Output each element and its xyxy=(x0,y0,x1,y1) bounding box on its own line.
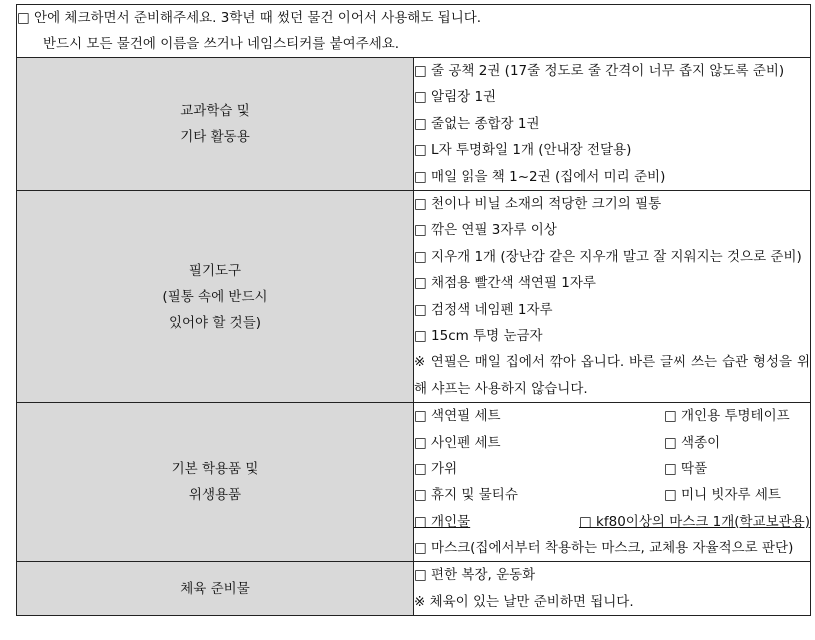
intro-row xyxy=(17,5,811,58)
category-label: 위생용품 xyxy=(188,487,242,504)
section-study xyxy=(17,58,811,191)
intro-line-1: □ 안에 체크하면서 준비해주세요. 3학년 때 썼던 물건 이어서 사용해도 됩니다. xyxy=(17,10,482,26)
category-label: 기타 활동용 xyxy=(180,128,250,145)
checklist-item[interactable]: □ 매일 읽을 책 1~2권 (집에서 미리 준비) xyxy=(414,168,666,185)
checklist-item[interactable]: □ 사인펜 세트 xyxy=(414,434,501,451)
checklist-pair-row xyxy=(414,430,810,456)
checklist-item[interactable]: □ 채점용 빨간색 색연필 1자루 xyxy=(414,275,596,292)
checklist-item[interactable]: □ 개인용 투명테이프 xyxy=(664,408,790,425)
section-writing-tools xyxy=(17,190,811,402)
checklist-pair-row xyxy=(414,509,810,535)
category-basic-supplies xyxy=(17,403,414,562)
checklist-item[interactable]: □ 휴지 및 물티슈 xyxy=(414,487,518,504)
category-writing-tools xyxy=(17,190,414,402)
checklist-item[interactable]: □ 알림장 1권 xyxy=(414,89,497,106)
checklist-item[interactable]: □ 15cm 투명 눈금자 xyxy=(414,327,543,344)
checklist-item[interactable]: □ 검정색 네임펜 1자루 xyxy=(414,301,553,318)
checklist-item[interactable]: □ 딱풀 xyxy=(664,460,708,477)
checklist-item[interactable]: □ 미니 빗자루 세트 xyxy=(664,487,781,504)
checklist-pair-row xyxy=(414,403,810,429)
note-text: ※ 체육이 있는 날만 준비하면 됩니다. xyxy=(414,593,634,610)
checklist-item[interactable] xyxy=(414,509,579,535)
checklist-item[interactable]: □ 지우개 1개 (장난감 같은 지우개 말고 잘 지워지는 것으로 준비) xyxy=(414,248,802,265)
checklist-item[interactable]: □ 줄 공책 2권 (17줄 정도로 줄 간격이 너무 좁지 않도록 준비) xyxy=(414,63,785,79)
category-pe xyxy=(17,562,414,616)
checklist-item-text: □ kf80이상의 마스크 1개(학교보관용) xyxy=(579,513,810,530)
intro-cell xyxy=(17,5,811,58)
checklist-item[interactable]: □ 천이나 비닐 소재의 적당한 크기의 필통 xyxy=(414,195,662,212)
checklist-item[interactable] xyxy=(579,509,810,535)
section-pe xyxy=(17,562,811,616)
category-label: (필통 속에 반드시 xyxy=(162,288,268,305)
items-pe xyxy=(414,562,811,616)
supply-checklist-table xyxy=(16,4,811,616)
note-text: ※ 연필은 매일 집에서 깎아 옵니다. 바른 글씨 쓰는 습관 형성을 위해 샤프는 사용하지 않습니다. xyxy=(414,354,810,397)
checklist-pair-row xyxy=(414,482,810,508)
checklist-item[interactable]: □ 줄없는 종합장 1권 xyxy=(414,115,540,132)
checklist-item-text: □ 개인물 xyxy=(414,513,471,530)
category-label: 체육 준비물 xyxy=(180,580,250,597)
category-label: 있어야 할 것들) xyxy=(168,314,262,331)
category-label: 필기도구 xyxy=(188,262,242,279)
category-label: 기본 학용품 및 xyxy=(171,461,259,478)
checklist-item[interactable]: □ 깎은 연필 3자루 이상 xyxy=(414,222,557,239)
category-label: 교과학습 및 xyxy=(180,102,250,119)
items-writing-tools xyxy=(414,190,811,402)
items-basic-supplies xyxy=(414,403,811,562)
checklist-item[interactable]: □ L자 투명화일 1개 (안내장 전달용) xyxy=(414,142,632,159)
checklist-item[interactable]: □ 가위 xyxy=(414,460,458,477)
checklist-item[interactable]: □ 색종이 xyxy=(664,434,721,451)
intro-line-2: 반드시 모든 물건에 이름을 쓰거나 네임스티커를 붙여주세요. xyxy=(43,36,400,52)
checklist-pair-row xyxy=(414,456,810,482)
category-study xyxy=(17,58,414,191)
checklist-item[interactable]: □ 색연필 세트 xyxy=(414,408,501,425)
checklist-item[interactable]: □ 편한 복장, 운동화 xyxy=(414,567,536,584)
items-study xyxy=(414,58,811,191)
section-basic-supplies xyxy=(17,403,811,562)
checklist-item[interactable]: □ 마스크(집에서부터 착용하는 마스크, 교체용 자율적으로 판단) xyxy=(414,540,794,557)
